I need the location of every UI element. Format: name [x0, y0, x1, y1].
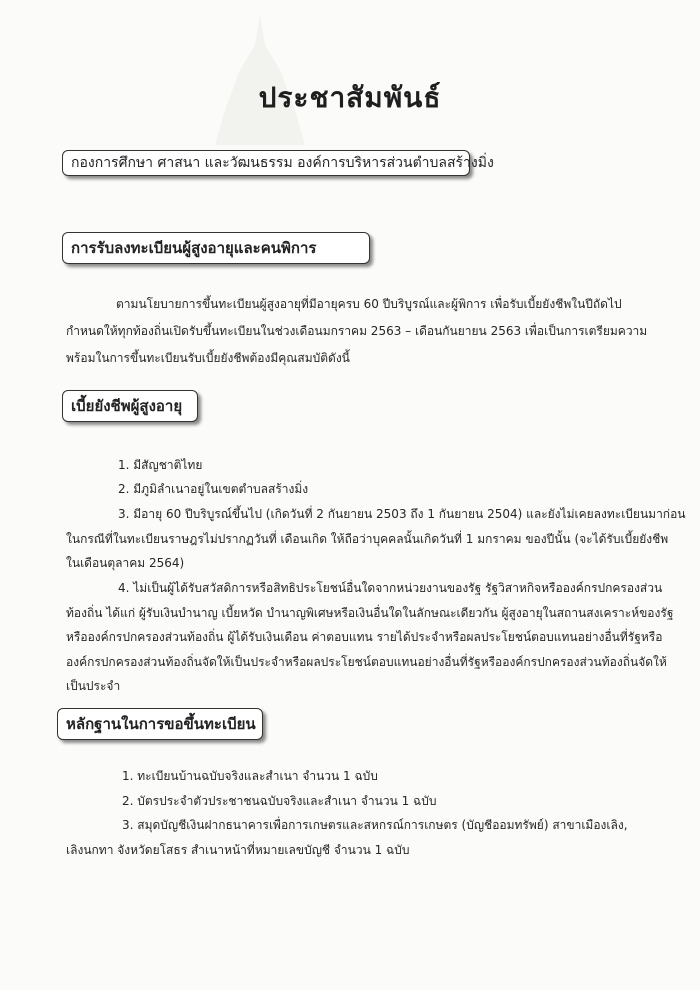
- document-item-2: 2. บัตรประจำตัวประชาชนฉบับจริงและสำเนา จำนวน 1 ฉบับ: [122, 794, 437, 808]
- qualification-item-4-line3: หรือองค์กรปกครองส่วนท้องถิ่น ผู้ได้รับเงินเดือน ค่าตอบแทน รายได้ประจำหรือผลประโยชน์ตอบแทนอย่างอื่นที่รัฐหรือ: [66, 630, 663, 644]
- document-item-3-line2: เลิงนกทา จังหวัดยโสธร สำเนาหน้าที่หมายเลขบัญชี จำนวน 1 ฉบับ: [66, 843, 410, 857]
- qualification-item-3-line1: 3. มีอายุ 60 ปีบริบูรณ์ขึ้นไป (เกิดวันที่ 2 กันยายน 2503 ถึง 1 กันยายน 2504) และยังไม่เคยลงทะเบียนมาก่อน: [118, 507, 686, 521]
- qualification-item-4-line2: ท้องถิ่น ได้แก่ ผู้รับเงินบำนาญ เบี้ยหวัด บำนาญพิเศษหรือเงินอื่นใดในลักษณะเดียวกัน ผู้สูงอายุในสถานสงเคราะห์ของรัฐ: [66, 606, 674, 620]
- qualification-item-4-line5: เป็นประจำ: [66, 679, 121, 693]
- document-item-1: 1. ทะเบียนบ้านฉบับจริงและสำเนา จำนวน 1 ฉบับ: [122, 769, 378, 783]
- intro-paragraph-line2: กำหนดให้ทุกท้องถิ่นเปิดรับขึ้นทะเบียนในช่วงเดือนมกราคม 2563 – เดือนกันยายน 2563 เพื่อเป็นการเตรียมความ: [66, 324, 648, 338]
- qualification-item-2: 2. มีภูมิลำเนาอยู่ในเขตตำบลสร้างมิ่ง: [118, 482, 309, 496]
- qualification-item-3-line3: ในเดือนตุลาคม 2564): [66, 556, 185, 570]
- intro-paragraph-line1: ตามนโยบายการขึ้นทะเบียนผู้สูงอายุที่มีอายุครบ 60 ปีบริบูรณ์และผู้พิการ เพื่อรับเบี้ยยังชีพในปีถัดไป: [116, 297, 622, 311]
- page-title: ประชาสัมพันธ์: [258, 81, 442, 114]
- section-heading-elderly-allowance: เบี้ยยังชีพผู้สูงอายุ: [62, 390, 198, 422]
- intro-paragraph-line3: พร้อมในการขึ้นทะเบียนรับเบี้ยยังชีพต้องมีคุณสมบัติดังนี้: [66, 351, 350, 365]
- section-heading-required-documents: หลักฐานในการขอขึ้นทะเบียน: [57, 708, 263, 740]
- org-name-box: [62, 150, 494, 176]
- org-name: กองการศึกษา ศาสนา และวัฒนธรรม องค์การบริหารส่วนตำบลสร้างมิ่ง: [71, 155, 494, 171]
- section-heading-registration: การรับลงทะเบียนผู้สูงอายุและคนพิการ: [62, 232, 370, 264]
- qualification-item-1: 1. มีสัญชาติไทย: [118, 458, 203, 472]
- qualification-item-3-line2: ในกรณีที่ในทะเบียนราษฎรไม่ปรากฏวันที่ เดือนเกิด ให้ถือว่าบุคคลนั้นเกิดวันที่ 1 มกราคม ของปีนั้น (จะได้รับเบี้ยยังชีพ: [66, 532, 669, 546]
- qualification-item-4-line4: องค์กรปกครองส่วนท้องถิ่นจัดให้เป็นประจำหรือผลประโยชน์ตอบแทนอย่างอื่นที่รัฐหรือองค์กรปกครองส่วนท้องถิ่นจัดให้: [66, 655, 667, 669]
- document-item-3-line1: 3. สมุดบัญชีเงินฝากธนาคารเพื่อการเกษตรและสหกรณ์การเกษตร (บัญชีออมทรัพย์) สาขาเมืองเลิง,: [122, 818, 628, 832]
- qualification-item-4-line1: 4. ไม่เป็นผู้ได้รับสวัสดิการหรือสิทธิประโยชน์อื่นใดจากหน่วยงานของรัฐ รัฐวิสาหกิจหรือองค์กรปกครองส่วน: [118, 581, 663, 595]
